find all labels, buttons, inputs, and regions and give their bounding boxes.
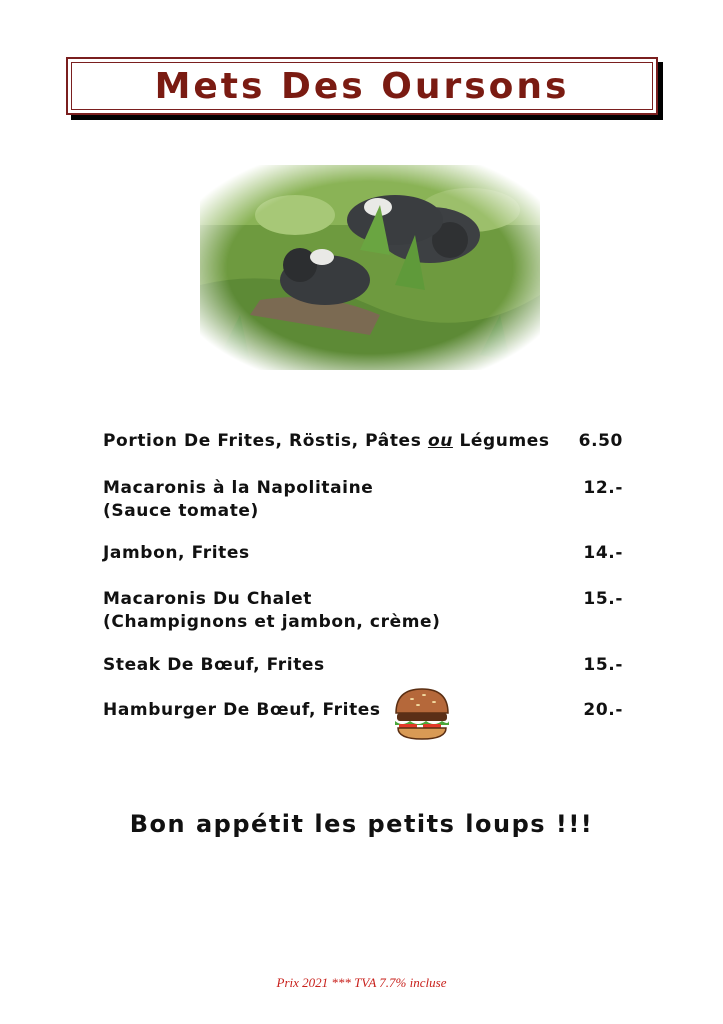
menu-item-description: (Champignons et jambon, crème) <box>103 612 441 632</box>
closing-message: Bon appétit les petits loups !!! <box>129 810 594 838</box>
menu-item-price: 20.- <box>583 700 623 720</box>
menu-item-name: Macaronis Du Chalet <box>103 589 313 609</box>
menu-item-name: Hamburger De Bœuf, Frites <box>103 700 381 720</box>
menu-item-description: (Sauce tomate) <box>103 501 259 521</box>
menu-item-name: Macaronis à la Napolitaine <box>103 478 374 498</box>
hamburger-icon <box>390 683 454 747</box>
menu-item-price: 6.50 <box>578 431 623 451</box>
bear-cubs-photo <box>200 165 540 370</box>
menu-item-price: 15.- <box>583 589 623 609</box>
menu-item-price: 15.- <box>583 655 623 675</box>
price-footer: Prix 2021 *** TVA 7.7% incluse <box>276 975 447 990</box>
page-title: Mets Des Oursons <box>154 65 570 107</box>
menu-item-name: Steak De Bœuf, Frites <box>103 655 325 675</box>
menu-item-name: Portion De Frites, Röstis, Pâtes ou Légumes <box>103 431 550 451</box>
title-inner-frame <box>71 62 653 110</box>
title-frame <box>66 57 658 115</box>
menu-item-name: Jambon, Frites <box>103 543 250 563</box>
menu-item-price: 12.- <box>583 478 623 498</box>
menu-item-price: 14.- <box>583 543 623 563</box>
